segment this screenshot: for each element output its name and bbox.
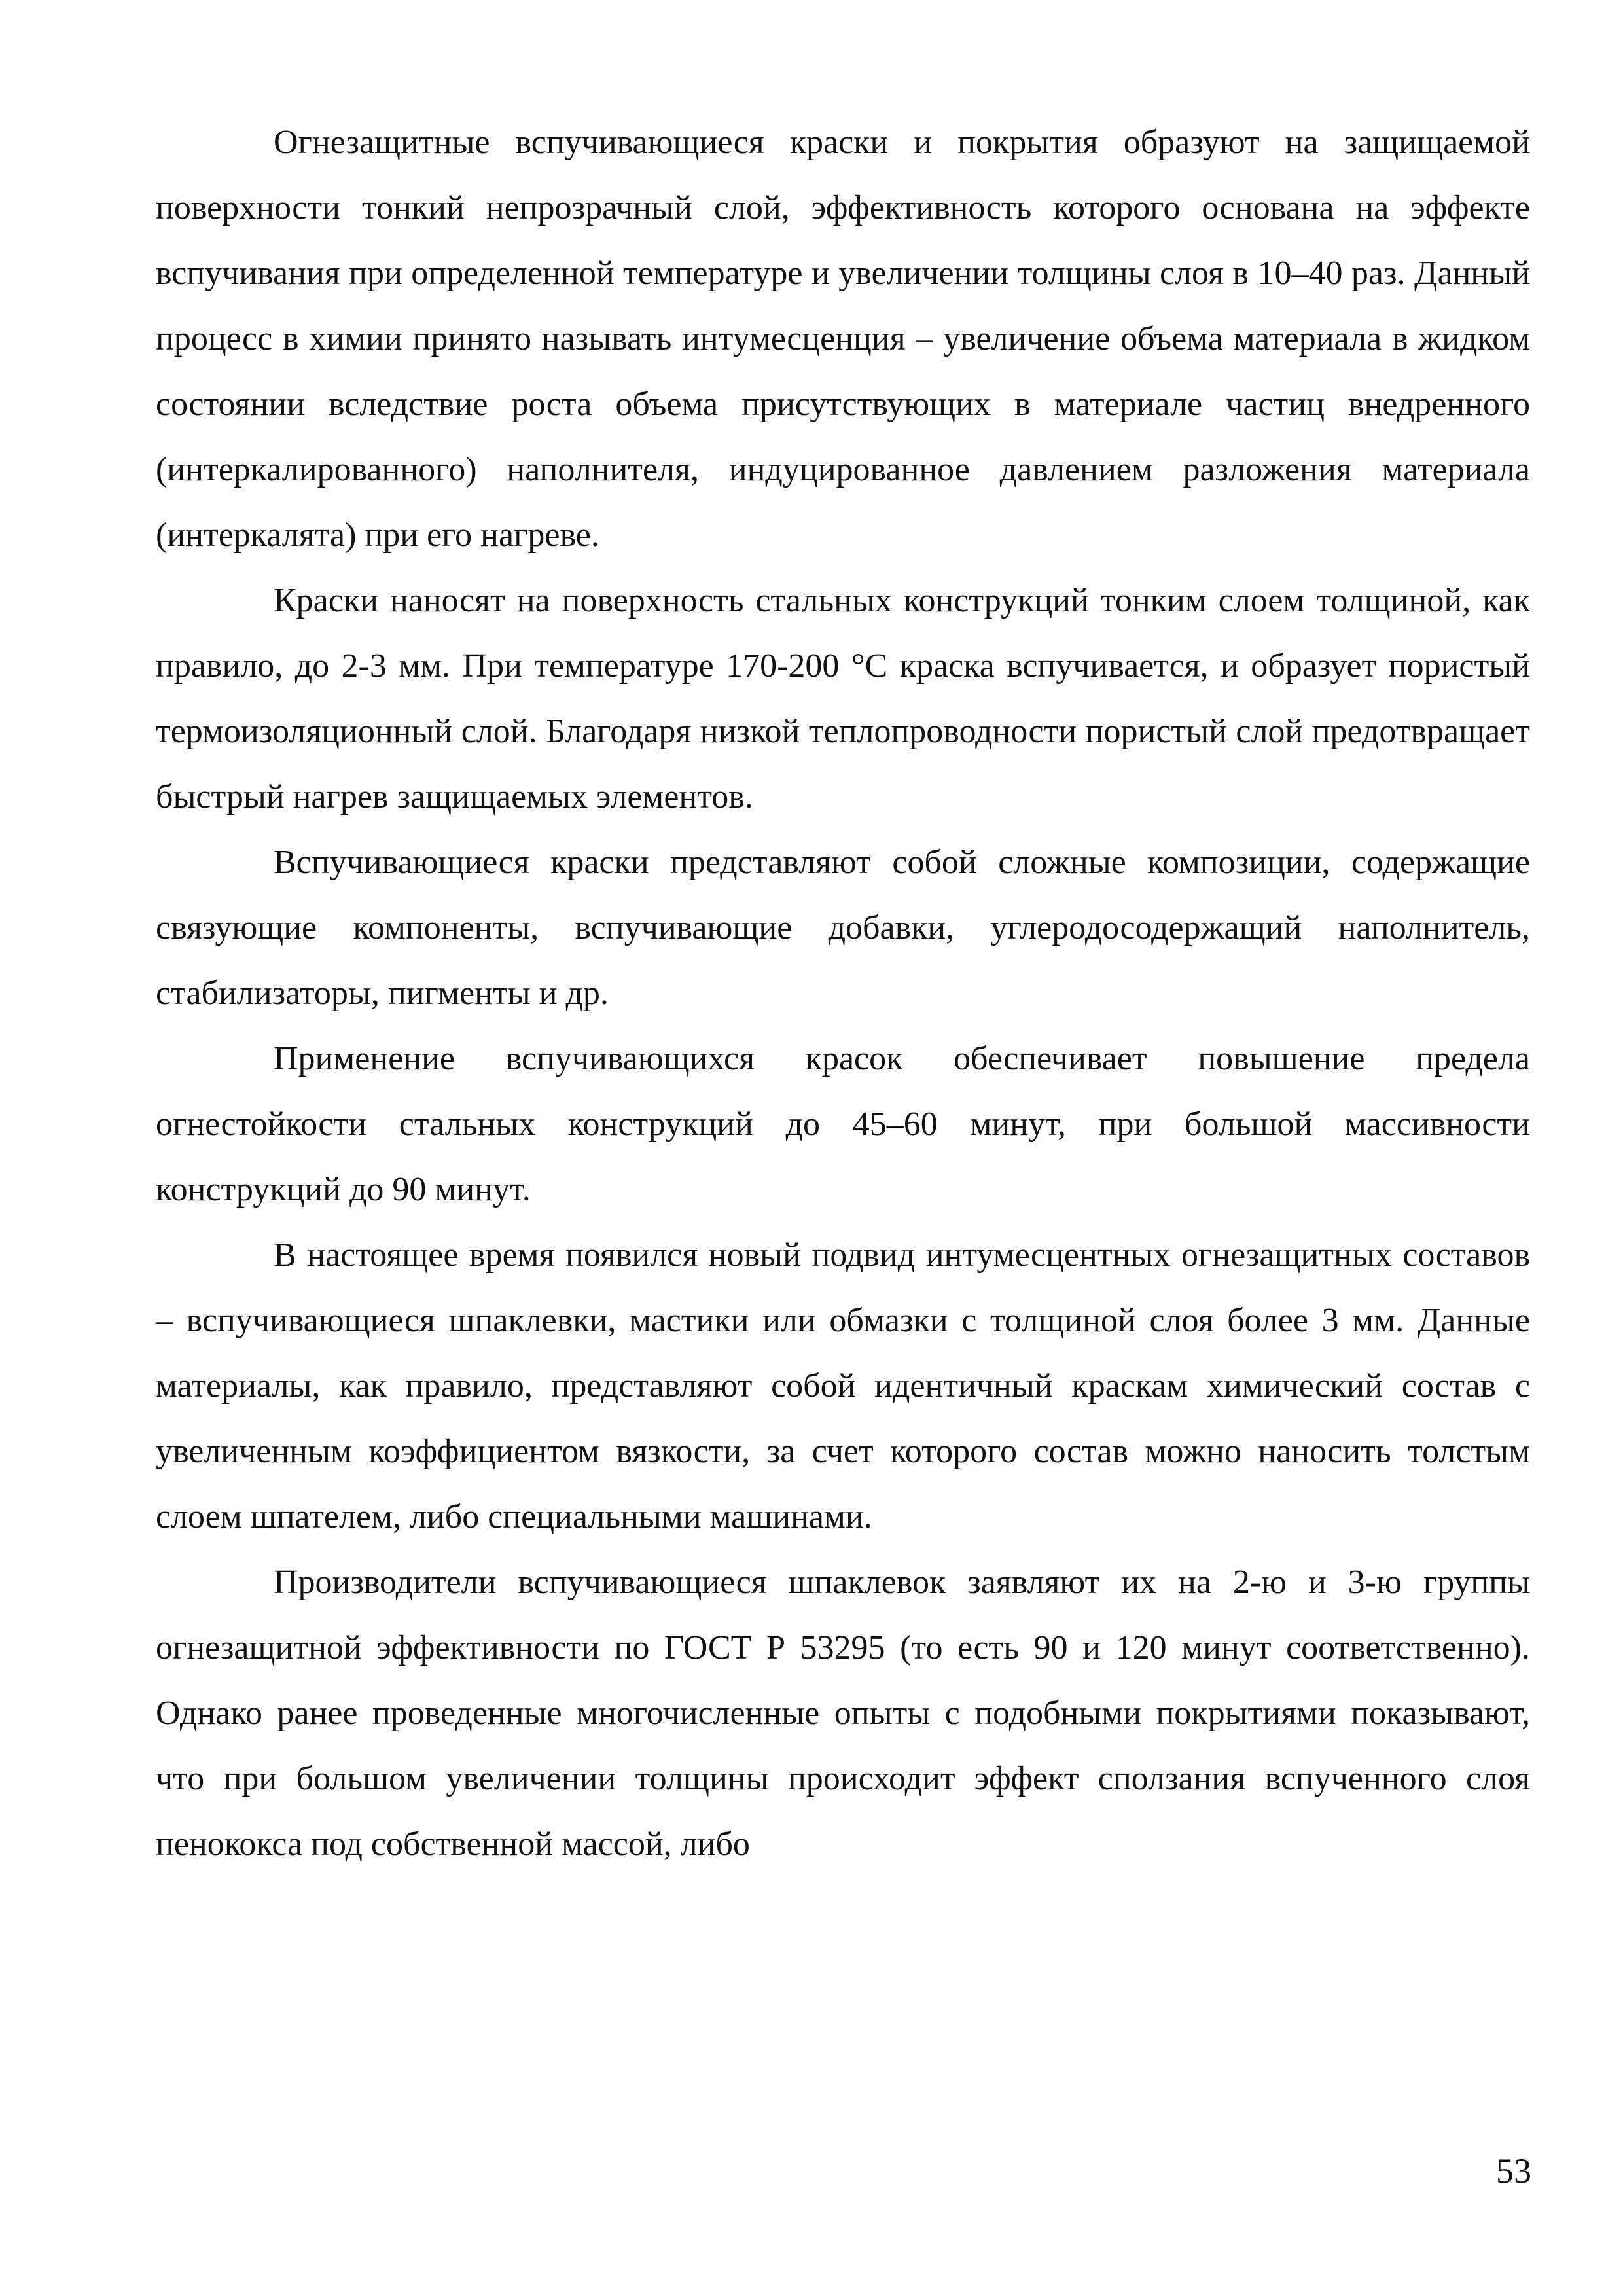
page-body xyxy=(156,110,1530,1877)
paragraph-1: Огнезащитные вспучивающиеся краски и покрытия образуют на защищаемой поверхности тонкий непрозрачный слой, эффективность которого основана на эффекте вспучивания при определенной температуре и увеличении толщины слоя в 10–40 раз. Данный процесс в химии принято называть интумесценция – увеличение объема материала в жидком состоянии вследствие роста объема присутствующих в материале частиц внедренного (интеркалированного) наполнителя, индуцированное давлением разложения материала (интеркалята) при его нагреве. xyxy=(156,124,1530,554)
page-number: 53 xyxy=(1496,2151,1531,2191)
paragraph-3: Вспучивающиеся краски представляют собой сложные композиции, содержащие связующие компоненты, вспучивающие добавки, углеродосодержащий наполнитель, стабилизаторы, пигменты и др. xyxy=(156,844,1530,1012)
paragraph-6: Производители вспучивающиеся шпаклевок заявляют их на 2-ю и 3-ю группы огнезащитной эффективности по ГОСТ Р 53295 (то есть 90 и 120 минут соответственно). Однако ранее проведенные многочисленные опыты с подобными покрытиями показывают, что при большом увеличении толщины происходит эффект сползания вспученного слоя пенококса под собственной массой, либо xyxy=(156,1564,1530,1863)
paragraph-4: Применение вспучивающихся красок обеспечивает повышение предела огнестойкости стальных конструкций до 45–60 минут, при большой массивности конструкций до 90 минут. xyxy=(156,1040,1530,1208)
paragraph-5: В настоящее время появился новый подвид интумесцентных огнезащитных составов – вспучивающиеся шпаклевки, мастики или обмазки с толщиной слоя более 3 мм. Данные материалы, как правило, представляют собой идентичный краскам химический состав с увеличенным коэффициентом вязкости, за счет которого состав можно наносить толстым слоем шпателем, либо специальными машинами. xyxy=(156,1236,1530,1535)
paragraph-2: Краски наносят на поверхность стальных конструкций тонким слоем толщиной, как правило, до 2-3 мм. При температуре 170-200 °С краска вспучивается, и образует пористый термоизоляционный слой. Благодаря низкой теплопроводности пористый слой предотвращает быстрый нагрев защищаемых элементов. xyxy=(156,582,1530,816)
